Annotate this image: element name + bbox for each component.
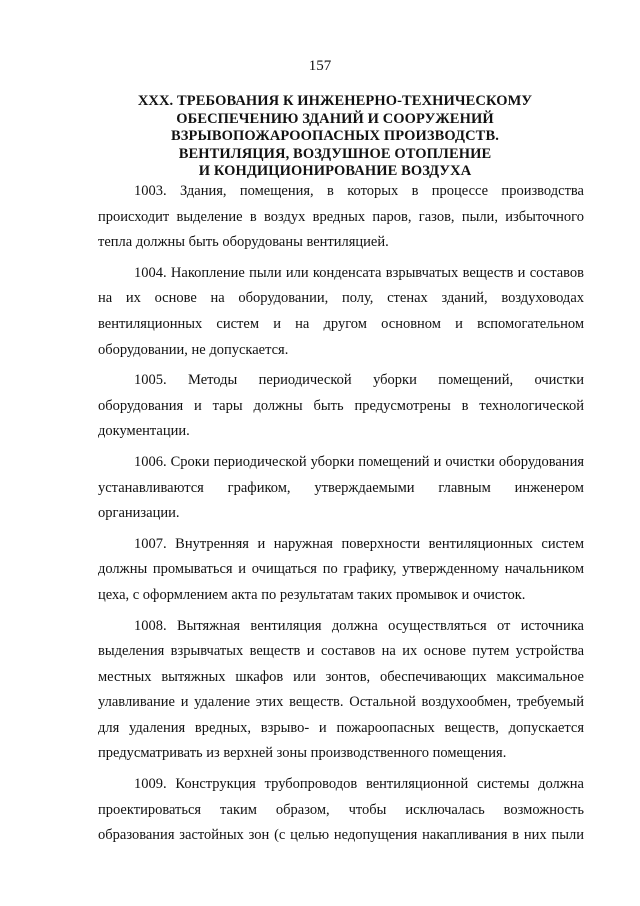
text-line: для удаления вредных, взрыво- и пожароопасных веществ, допускается — [98, 719, 584, 736]
text-line: тепла должны быть оборудованы вентиляцией. — [98, 234, 389, 251]
text-line: улавливание и удаление этих веществ. Остальной воздухообмен, требуемый — [98, 694, 584, 711]
text-line: на их основе на оборудовании, полу, стенах зданий, воздуховодах — [98, 290, 584, 307]
heading-line: ОБЕСПЕЧЕНИЮ ЗДАНИЙ И СООРУЖЕНИЙ — [176, 110, 494, 127]
text-line: 1009. Конструкция трубопроводов вентиляционной системы должна — [134, 776, 584, 793]
section-heading — [100, 93, 570, 181]
heading-line: ВЕНТИЛЯЦИЯ, ВОЗДУШНОЕ ОТОПЛЕНИЕ — [178, 145, 492, 162]
text-line: устанавливаются графиком, утверждаемыми главным инженером — [98, 479, 584, 496]
text-line: организации. — [98, 505, 180, 522]
heading-line: ВЗРЫВОПОЖАРООПАСНЫХ ПРОИЗВОДСТВ. — [171, 128, 499, 144]
paragraph-1003 — [98, 179, 584, 256]
text-line: 1008. Вытяжная вентиляция должна осуществляться от источника — [134, 617, 584, 634]
heading-line: XXX. ТРЕБОВАНИЯ К ИНЖЕНЕРНО-ТЕХНИЧЕСКОМУ — [137, 93, 533, 109]
text-line: оборудовании, не допускается. — [98, 341, 289, 358]
text-line: 1006. Сроки периодической уборки помещений и очистки оборудования — [134, 453, 584, 470]
text-line: 1007. Внутренняя и наружная поверхности вентиляционных систем — [134, 535, 584, 552]
paragraph-1009 — [98, 772, 584, 849]
paragraph-1008 — [98, 614, 584, 768]
text-line: должны промываться и очищаться по графику, утвержденному начальником — [98, 561, 584, 578]
text-line: предусматривать из верхней зоны производственного помещения. — [98, 745, 507, 762]
paragraph-1004 — [98, 261, 584, 363]
text-line: 1003. Здания, помещения, в которых в процессе производства — [134, 183, 584, 199]
heading-line: И КОНДИЦИОНИРОВАНИЕ ВОЗДУХА — [198, 163, 472, 179]
text-line: происходит выделение в воздух вредных паров, газов, пыли, избыточного — [98, 208, 584, 225]
paragraph-1005 — [98, 368, 584, 445]
text-line: выделения взрывчатых веществ и составов на их основе путем устройства — [98, 643, 584, 660]
text-line: проектироваться таким образом, чтобы исключалась возможность — [98, 801, 584, 818]
text-line: местных вытяжных шкафов или зонтов, обеспечивающих максимальное — [98, 668, 584, 685]
document-body — [98, 179, 584, 854]
text-line: оборудования и тары должны быть предусмотрены в технологической — [98, 397, 584, 414]
paragraph-1006 — [98, 450, 584, 527]
paragraph-1007 — [98, 532, 584, 609]
text-line: документации. — [98, 423, 190, 440]
text-line: цеха, с оформлением акта по результатам таких промывок и очисток. — [98, 586, 526, 603]
page-number: 157 — [308, 58, 332, 74]
text-line: вентиляционных систем и на другом основном и вспомогательном — [98, 315, 584, 332]
text-line: 1004. Накопление пыли или конденсата взрывчатых веществ и составов — [134, 264, 584, 281]
text-line: образования застойных зон (с целью недопущения накапливания в них пыли — [98, 827, 584, 844]
text-line: 1005. Методы периодической уборки помещений, очистки — [134, 372, 584, 389]
